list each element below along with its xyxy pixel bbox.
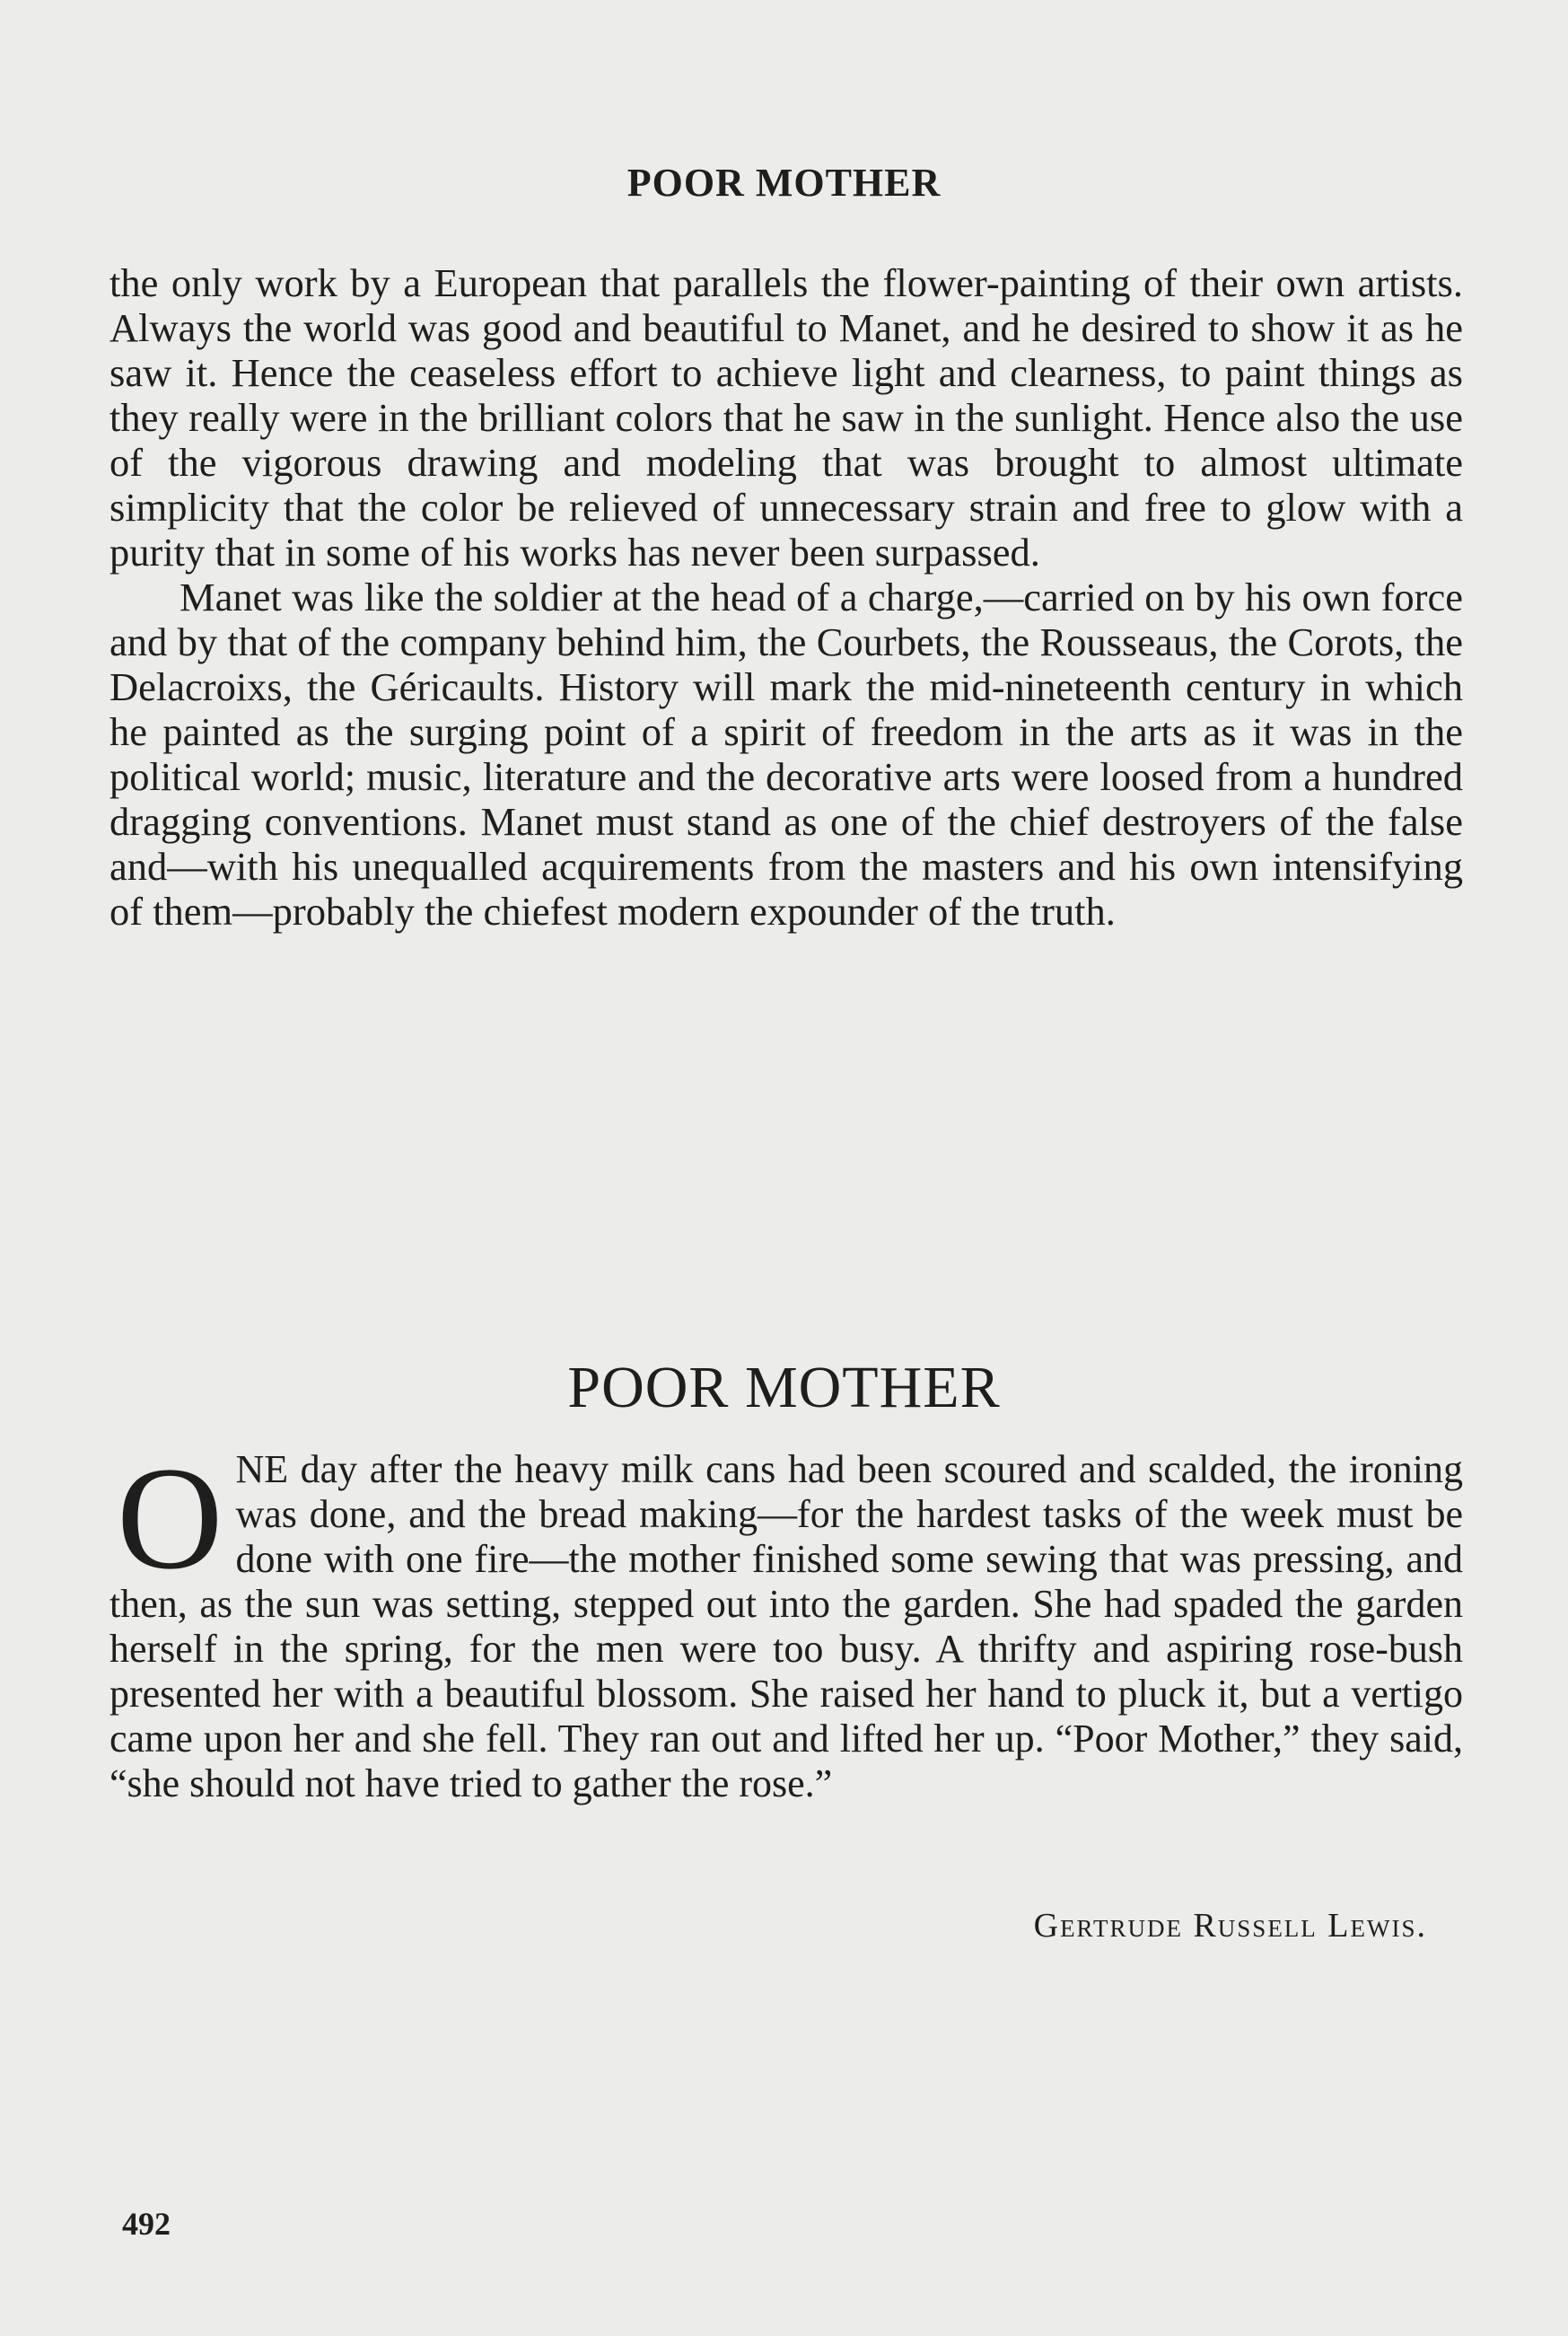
article-title: POOR MOTHER xyxy=(567,1355,1001,1420)
author-signature: Gertrude Russell Lewis. xyxy=(1033,1907,1427,1945)
previous-article-text xyxy=(109,260,1463,934)
paragraph: the only work by a European that parallels the flower-painting of their own artists. Always the world was good and beautiful to Manet, and he desired to show it as he saw it. Hence the ceaseless effort to achieve light and clearness, to paint things as they really were in the brilliant colors that he saw in the sunlight. Hence also the use of the vigorous drawing and modeling that was brought to almost ultimate simplicity that the color be relieved of unnecessary strain and free to glow with a purity that in some of his works has never been surpassed. xyxy=(109,260,1463,575)
drop-cap: O xyxy=(117,1437,223,1600)
paragraph: Manet was like the soldier at the head of a charge,—carried on by his own force and by that of the company behind him, the Courbets, the Rousseaus, the Corots, the Delacroixs, the Géricaults. History will mark the mid-nineteenth century in which he painted as the surging point of a spirit of freedom in the arts as it was in the political world; music, literature and the decorative arts were loosed from a hundred dragging conventions. Manet must stand as one of the chief destroyers of the false and—with his unequalled acquirements from the masters and his own intensifying of them—probably the chiefest modern expounder of the truth. xyxy=(109,575,1463,934)
article-text xyxy=(109,1437,1463,1806)
running-head: POOR MOTHER xyxy=(626,161,942,205)
paragraph: NE day after the heavy milk cans had been scoured and scalded, the ironing was done, and the bread making—for the hardest tasks of the week must be done with one fire—the mother finished some sewing that was pressing, and then, as the sun was setting, stepped out into the garden. She had spaded the garden herself in the spring, for the men were too busy. A thrifty and aspiring rose-bush presented her with a beautiful blossom. She raised her hand to pluck it, but a vertigo came upon her and she fell. They ran out and lifted her up. “Poor Mother,” they said, “she should not have tried to gather the rose.” xyxy=(109,1447,1463,1805)
page-number: 492 xyxy=(122,2206,171,2242)
